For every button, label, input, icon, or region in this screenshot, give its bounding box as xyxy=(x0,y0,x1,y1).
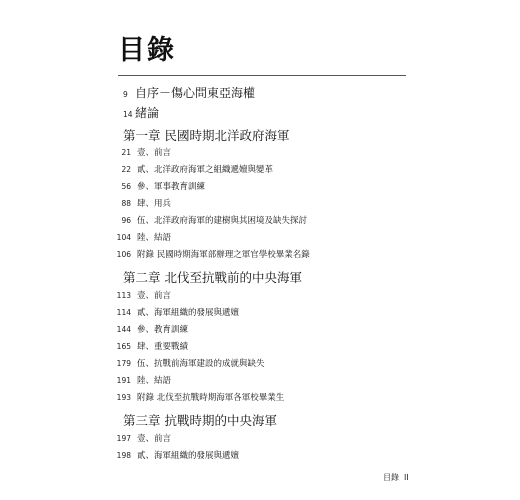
entry-title: 陸、結語 xyxy=(137,233,172,243)
toc-entry xyxy=(111,374,171,386)
toc-entry xyxy=(111,197,171,209)
entry-page-number: 144 xyxy=(116,325,131,334)
entry-title: 附錄 北伐至抗戰時期海軍各軍校畢業生 xyxy=(137,393,285,403)
entry-page-number: 21 xyxy=(121,148,131,157)
chapter-heading-1 xyxy=(123,126,289,144)
entry-title: 緒論 xyxy=(135,106,160,120)
entry-page-number: 198 xyxy=(116,451,131,460)
entry-title: 壹、前言 xyxy=(137,291,172,301)
toc-entry xyxy=(111,214,307,226)
chapter-heading-2 xyxy=(123,268,302,286)
page-footer xyxy=(383,472,409,483)
entry-title: 壹、前言 xyxy=(137,148,172,158)
entry-title: 肆、用兵 xyxy=(137,199,172,209)
entry-page-number: 113 xyxy=(116,291,131,300)
toc-entry xyxy=(111,180,205,192)
toc-entry xyxy=(111,449,239,461)
entry-title: 貳、海軍組織的發展與遞嬗 xyxy=(137,308,240,318)
entry-title: 參、軍事教育訓練 xyxy=(137,182,206,192)
chapter-title: 第二章 北伐至抗戰前的中央海軍 xyxy=(123,270,302,285)
entry-page-number: 193 xyxy=(116,393,131,402)
title-divider xyxy=(118,75,406,76)
entry-page-number: 106 xyxy=(116,250,131,259)
page-title: 目錄 xyxy=(118,35,176,66)
entry-title: 貳、北洋政府海軍之組織遞嬗與變革 xyxy=(137,165,274,175)
entry-page-number: 104 xyxy=(116,233,131,242)
entry-page-number: 14 xyxy=(123,110,133,119)
entry-page-number: 9 xyxy=(123,90,128,99)
entry-title: 壹、前言 xyxy=(137,434,172,444)
toc-entry xyxy=(111,289,171,301)
entry-title: 參、教育訓練 xyxy=(137,325,189,335)
toc-entry xyxy=(111,357,265,369)
toc-entry-preface xyxy=(123,84,255,101)
toc-entry xyxy=(111,231,171,243)
toc-entry xyxy=(111,323,188,335)
entry-title: 肆、重要戰績 xyxy=(137,342,189,352)
entry-page-number: 191 xyxy=(116,376,131,385)
toc-entry-introduction xyxy=(123,104,159,121)
toc-entry xyxy=(111,391,284,403)
entry-title: 自序－傷心問東亞海權 xyxy=(135,86,256,100)
chapter-heading-3 xyxy=(123,411,277,429)
entry-title: 附錄 民國時期海軍部辦理之軍官學校畢業名錄 xyxy=(137,250,310,260)
footer-label: 目錄 xyxy=(383,473,399,482)
chapter-title: 第一章 民國時期北洋政府海軍 xyxy=(123,128,290,143)
entry-title: 陸、結語 xyxy=(137,376,172,386)
toc-entry xyxy=(111,432,171,444)
entry-page-number: 179 xyxy=(116,359,131,368)
entry-page-number: 56 xyxy=(121,182,131,191)
toc-entry xyxy=(111,248,310,260)
toc-entry xyxy=(111,146,171,158)
entry-page-number: 165 xyxy=(116,342,131,351)
entry-title: 貳、海軍組織的發展與遞嬗 xyxy=(137,451,240,461)
entry-title: 伍、北洋政府海軍的建樹與其困境及缺失探討 xyxy=(137,216,308,226)
entry-page-number: 96 xyxy=(121,216,131,225)
entry-page-number: 88 xyxy=(121,199,131,208)
toc-entry xyxy=(111,340,188,352)
entry-page-number: 114 xyxy=(116,308,131,317)
entry-title: 伍、抗戰前海軍建設的成就與缺失 xyxy=(137,359,265,369)
chapter-title: 第三章 抗戰時期的中央海軍 xyxy=(123,413,277,428)
entry-page-number: 197 xyxy=(116,434,131,443)
footer-page-number: II xyxy=(404,473,409,482)
toc-entry xyxy=(111,163,273,175)
entry-page-number: 22 xyxy=(121,165,131,174)
toc-entry xyxy=(111,306,239,318)
